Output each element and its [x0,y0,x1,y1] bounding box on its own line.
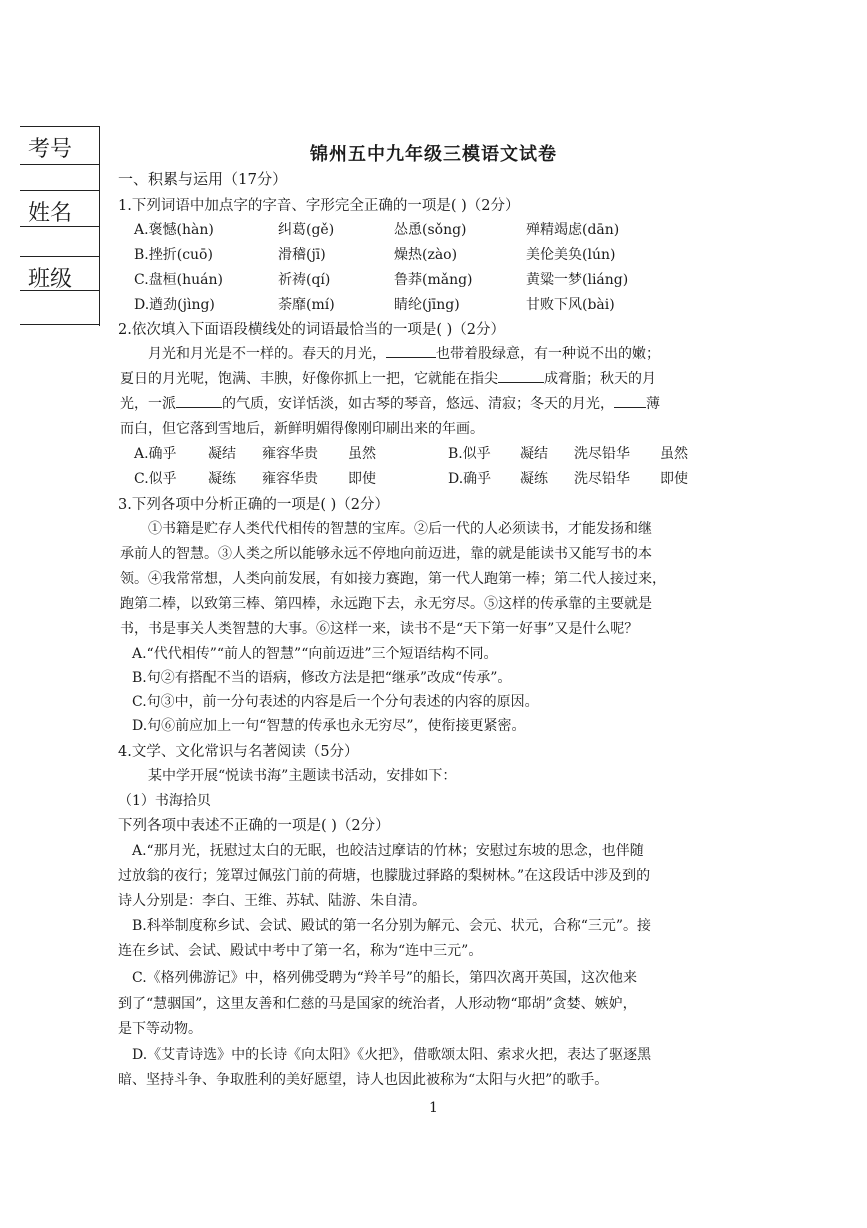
passage-text: 的气质，安详恬淡，如古琴的琴音，悠远、清寂；冬天的月光， [222,396,614,412]
question-3-stem: 3.下列各项中分析正确的一项是( )（2分） [118,497,389,513]
option-cell: 鲁莽(mǎng) [394,272,473,288]
option-line: 诗人分别是：李白、王维、苏轼、陆游、朱自清。 [118,893,426,909]
passage-line: 书，书是事关人类智慧的大事。⑥这样一来，读书不是“天下第一好事”又是什么呢？ [120,621,639,637]
option-cell: 雍容华贵 [262,471,318,487]
exam-number-label: 考号 [28,137,73,162]
option-cell: D.确乎 [448,471,492,487]
option-line: A.“代代相传”“前人的智慧”“向前迈进”三个短语结构不同。 [132,646,498,662]
passage-line [120,392,660,416]
page-number: 1 [429,1100,438,1116]
option-cell: 洗尽铅华 [574,446,630,462]
option-cell: 荼靡(mí) [278,297,335,313]
info-box-line [20,126,100,127]
option-line: C.句③中，前一分句表述的内容是后一个分句表述的内容的原因。 [132,694,539,710]
passage-text: 夏日的月光呢，饱满、丰腴，好像你抓上一把，它就能在指尖 [120,371,498,387]
option-line: 是下等动物。 [118,1021,202,1037]
option-cell: D.遒劲(jìng) [134,297,215,313]
option-cell: 虽然 [348,446,376,462]
option-cell: A.确乎 [134,446,177,462]
passage-line: 而白，但它落到雪地后，新鲜明媚得像刚印刷出来的年画。 [120,421,484,437]
option-line: 到了“慧骃国”，这里友善和仁慈的马是国家的统治者，人形动物“耶胡”贪婪、嫉妒， [118,996,637,1012]
fill-blank [614,393,646,408]
info-box-line [20,190,100,191]
option-cell: 即使 [348,471,376,487]
passage-line [120,367,656,391]
option-line: B.句②有搭配不当的语病，修改方法是把“继承”改成“传承”。 [132,670,512,686]
option-cell: 即使 [660,471,688,487]
subsection-heading: （1）书海拾贝 [118,793,211,809]
info-box-line [20,256,100,257]
sub-question-stem: 下列各项中表述不正确的一项是( )（2分） [118,818,390,834]
option-cell: 殚精竭虑(dān) [526,222,620,238]
class-label: 班级 [28,267,73,292]
option-line: D.《艾青诗选》中的长诗《向太阳》《火把》，借歌颂太阳、索求火把，表达了驱逐黑 [132,1047,652,1063]
option-cell: 燥热(zào) [394,247,458,263]
info-box-line [20,324,100,325]
option-cell: 美伦美奂(lún) [526,247,616,263]
option-line: C.《格列佛游记》中，格列佛受聘为“羚羊号”的船长，第四次离开英国，这次他来 [132,970,637,986]
option-line: B.科举制度称乡试、会试、殿试的第一名分别为解元、会元、状元，合称“三元”。接 [132,918,652,934]
option-cell: 凝练 [208,471,236,487]
fill-blank [386,343,436,358]
option-cell: 雍容华贵 [262,446,318,462]
question-2-stem: 2.依次填入下面语段横线处的词语最恰当的一项是( )（2分） [118,322,505,338]
option-line: D.句⑥前应加上一句“智慧的传承也永无穷尽”，使衔接更紧密。 [132,718,526,734]
option-cell: 滑稽(jī) [278,247,326,263]
page-title: 锦州五中九年级三模语文试卷 [310,144,557,165]
option-cell: B.挫折(cuō) [134,247,213,263]
option-line: 过放翁的夜行；笼罩过佩弦门前的荷塘，也朦胧过驿路的梨树林。”在这段话中涉及到的 [118,868,651,884]
fill-blank [498,368,544,383]
passage-text: 成膏脂；秋天的月 [544,371,656,387]
option-line: 连在乡试、会试、殿试中考中了第一名，称为“连中三元”。 [118,943,483,959]
option-cell: 洗尽铅华 [574,471,630,487]
passage-line: 跑第二棒，以致第三棒、第四棒，永远跑下去，永无穷尽。⑤这样的传承靠的主要就是 [120,596,652,612]
option-cell: B.似乎 [448,446,491,462]
option-cell: 怂恿(sǒng) [394,222,467,238]
option-cell: 凝结 [520,446,548,462]
option-cell: 祈祷(qí) [278,272,331,288]
passage-line: 承前人的智慧。③人类之所以能够永远不停地向前迈进，靠的就是能读书又能写书的本 [120,546,652,562]
passage-text: 薄 [646,396,660,412]
passage-line [148,342,660,366]
passage-text: 也带着股绿意，有一种说不出的嫩； [436,346,660,362]
option-cell: 虽然 [660,446,688,462]
passage-text: 光，一派 [120,396,176,412]
option-cell: A.褒憾(hàn) [134,222,214,238]
name-label: 姓名 [28,201,73,226]
option-cell: 凝结 [208,446,236,462]
option-cell: 甘败下风(bài) [526,297,615,313]
section-heading: 一、积累与运用（17分） [118,170,288,188]
option-line: 暗、坚持斗争、争取胜利的美好愿望，诗人也因此被称为“太阳与火把”的歌手。 [118,1072,609,1088]
passage-line: 领。④我常常想，人类向前发展，有如接力赛跑，第一代人跑第一棒；第二代人接过来， [120,571,666,587]
passage-line: ①书籍是贮存人类代代相传的智慧的宝库。②后一代的人必须读书，才能发扬和继 [148,521,652,537]
fill-blank [176,393,222,408]
option-cell: 纠葛(gě) [278,222,335,238]
option-cell: C.盘桓(huán) [134,272,223,288]
option-line: A.“那月光，抚慰过太白的无眠，也皎洁过摩诘的竹林；安慰过东坡的思念，也伴随 [132,843,644,859]
option-cell: 凝练 [520,471,548,487]
option-cell: 黄粱一梦(liáng) [526,272,629,288]
passage-text: 月光和月光是不一样的。春天的月光， [148,346,386,362]
question-4-stem: 4.文学、文化常识与名著阅读（5分） [118,744,359,760]
activity-intro: 某中学开展“悦读书海”主题读书活动，安排如下： [148,768,457,784]
question-1-stem: 1.下列词语中加点字的字音、字形完全正确的一项是( )（2分） [118,198,520,214]
option-cell: 睛纶(jīng) [394,297,460,313]
option-cell: C.似乎 [134,471,177,487]
